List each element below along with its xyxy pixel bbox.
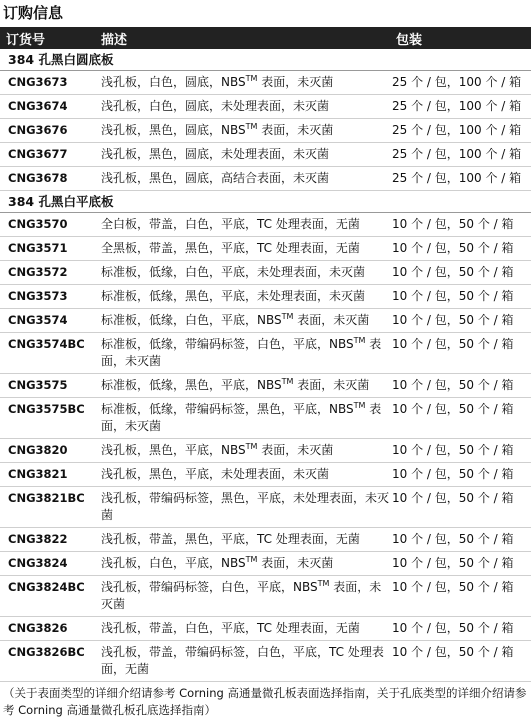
table-row (0, 333, 531, 374)
description-text-post: 表面，未灭菌 (257, 75, 334, 89)
packaging: 10 个 / 包，50 个 / 箱 (390, 552, 531, 576)
table-row (0, 213, 531, 237)
table-row (0, 143, 531, 167)
description-text: 浅孔板，白色，平底，NBS (101, 556, 246, 570)
description-text: 标准板，低缘，白色，平底，未处理表面，未灭菌 (101, 265, 366, 279)
description (95, 95, 390, 119)
packaging: 10 个 / 包，50 个 / 箱 (390, 309, 531, 333)
trademark-mark: TM (281, 377, 294, 386)
trademark-mark: TM (245, 442, 258, 451)
table-row (0, 119, 531, 143)
packaging: 10 个 / 包，50 个 / 箱 (390, 617, 531, 641)
footnote: （关于表面类型的详细介绍请参考 Corning 高通量微孔板表面选择指南，关于孔底类型的详细介绍请参考 Corning 高通量微孔板孔底选择指南） (3, 686, 527, 717)
description (95, 71, 390, 95)
description (95, 552, 390, 576)
table-row (0, 237, 531, 261)
packaging: 25 个 / 包，100 个 / 箱 (390, 167, 531, 191)
description (95, 237, 390, 261)
order-code: CNG3820 (0, 439, 95, 463)
packaging: 10 个 / 包，50 个 / 箱 (390, 261, 531, 285)
table-row (0, 463, 531, 487)
packaging: 10 个 / 包，50 个 / 箱 (390, 285, 531, 309)
section-title: 384 孔黑白圆底板 (0, 49, 531, 71)
description-text: 浅孔板，黑色，圆底，高结合表面，未灭菌 (101, 171, 330, 185)
packaging: 25 个 / 包，100 个 / 箱 (390, 71, 531, 95)
description-text: 浅孔板，带编码标签，黑色，平底，未处理表面，未灭菌 (101, 491, 390, 522)
packaging: 10 个 / 包，50 个 / 箱 (390, 576, 531, 617)
trademark-mark: TM (245, 74, 258, 83)
order-code: CNG3678 (0, 167, 95, 191)
description-text: 浅孔板，带盖，白色，平底，TC 处理表面，无菌 (101, 621, 360, 635)
description-text: 浅孔板，白色，圆底，NBS (101, 75, 246, 89)
order-code: CNG3824BC (0, 576, 95, 617)
table-row (0, 487, 531, 528)
order-code: CNG3821 (0, 463, 95, 487)
description (95, 528, 390, 552)
description (95, 463, 390, 487)
trademark-mark: TM (317, 579, 330, 588)
section-row (0, 191, 531, 213)
description-text: 全黑板，带盖，黑色，平底，TC 处理表面，无菌 (101, 241, 360, 255)
description-text: 浅孔板，带编码标签，白色，平底，NBS (101, 580, 318, 594)
description-text: 浅孔板，带盖，带编码标签，白色，平底，TC 处理表面，无菌 (101, 645, 384, 676)
description-text-post: 表面，未灭菌 (293, 378, 370, 392)
packaging: 25 个 / 包，100 个 / 箱 (390, 143, 531, 167)
description-text: 标准板，低缘，白色，平底，NBS (101, 313, 282, 327)
table-row (0, 439, 531, 463)
description-text-post: 表面，未灭菌 (293, 313, 370, 327)
description-text-post: 表面，未灭菌 (101, 337, 382, 368)
order-code: CNG3826 (0, 617, 95, 641)
packaging: 10 个 / 包，50 个 / 箱 (390, 213, 531, 237)
description (95, 641, 390, 682)
description-text: 标准板，低缘，带编码标签，白色，平底，NBS (101, 337, 354, 351)
description (95, 167, 390, 191)
description (95, 439, 390, 463)
page-title: 订购信息 (3, 4, 64, 22)
table-row (0, 309, 531, 333)
order-code: CNG3574 (0, 309, 95, 333)
packaging: 10 个 / 包，50 个 / 箱 (390, 528, 531, 552)
description (95, 617, 390, 641)
table-row (0, 71, 531, 95)
order-code: CNG3673 (0, 71, 95, 95)
table-row (0, 285, 531, 309)
table-row (0, 95, 531, 119)
description (95, 374, 390, 398)
description-text: 标准板，低缘，黑色，平底，NBS (101, 378, 282, 392)
trademark-mark: TM (353, 336, 366, 345)
description-text: 浅孔板，黑色，平底，未处理表面，未灭菌 (101, 467, 330, 481)
table-row (0, 576, 531, 617)
header-pack: 包装 (390, 27, 531, 49)
description-text-post: 表面，未灭菌 (101, 402, 382, 433)
order-code: CNG3573 (0, 285, 95, 309)
trademark-mark: TM (353, 401, 366, 410)
trademark-mark: TM (281, 312, 294, 321)
packaging: 25 个 / 包，100 个 / 箱 (390, 95, 531, 119)
description-text: 浅孔板，黑色，圆底，NBS (101, 123, 246, 137)
header-desc: 描述 (95, 27, 390, 49)
description (95, 261, 390, 285)
order-code: CNG3571 (0, 237, 95, 261)
table-row (0, 528, 531, 552)
order-code: CNG3822 (0, 528, 95, 552)
packaging: 25 个 / 包，100 个 / 箱 (390, 119, 531, 143)
description-text-post: 表面，未灭菌 (257, 556, 334, 570)
section-row (0, 49, 531, 71)
description (95, 333, 390, 374)
table-header-row (0, 27, 531, 49)
order-code: CNG3574BC (0, 333, 95, 374)
description (95, 309, 390, 333)
packaging: 10 个 / 包，50 个 / 箱 (390, 439, 531, 463)
order-code: CNG3575 (0, 374, 95, 398)
packaging: 10 个 / 包，50 个 / 箱 (390, 487, 531, 528)
order-code: CNG3572 (0, 261, 95, 285)
section-title: 384 孔黑白平底板 (0, 191, 531, 213)
order-code: CNG3570 (0, 213, 95, 237)
packaging: 10 个 / 包，50 个 / 箱 (390, 237, 531, 261)
table-row (0, 617, 531, 641)
order-code: CNG3824 (0, 552, 95, 576)
order-code: CNG3674 (0, 95, 95, 119)
table-row (0, 398, 531, 439)
trademark-mark: TM (245, 122, 258, 131)
description-text: 标准板，低缘，黑色，平底，未处理表面，未灭菌 (101, 289, 366, 303)
packaging: 10 个 / 包，50 个 / 箱 (390, 641, 531, 682)
description-text: 浅孔板，白色，圆底，未处理表面，未灭菌 (101, 99, 330, 113)
description-text-post: 表面，未灭菌 (257, 443, 334, 457)
order-code: CNG3677 (0, 143, 95, 167)
description (95, 398, 390, 439)
description-text: 标准板，低缘，带编码标签，黑色，平底，NBS (101, 402, 354, 416)
description-text: 浅孔板，带盖，黑色，平底，TC 处理表面，无菌 (101, 532, 360, 546)
description-text: 浅孔板，黑色，圆底，未处理表面，未灭菌 (101, 147, 330, 161)
table-row (0, 261, 531, 285)
description (95, 213, 390, 237)
description-text: 全白板，带盖，白色，平底，TC 处理表面，无菌 (101, 217, 360, 231)
packaging: 10 个 / 包，50 个 / 箱 (390, 333, 531, 374)
order-code: CNG3826BC (0, 641, 95, 682)
description-text: 浅孔板，黑色，平底，NBS (101, 443, 246, 457)
packaging: 10 个 / 包，50 个 / 箱 (390, 374, 531, 398)
table-row (0, 374, 531, 398)
description (95, 143, 390, 167)
header-code: 订货号 (0, 27, 95, 49)
table-row (0, 167, 531, 191)
table-body (0, 49, 531, 682)
table-row (0, 641, 531, 682)
trademark-mark: TM (245, 555, 258, 564)
description-text-post: 表面，未灭菌 (257, 123, 334, 137)
table-row (0, 552, 531, 576)
packaging: 10 个 / 包，50 个 / 箱 (390, 463, 531, 487)
description (95, 576, 390, 617)
packaging: 10 个 / 包，50 个 / 箱 (390, 398, 531, 439)
order-code: CNG3676 (0, 119, 95, 143)
description (95, 285, 390, 309)
order-code: CNG3821BC (0, 487, 95, 528)
description (95, 487, 390, 528)
description (95, 119, 390, 143)
order-table (0, 27, 531, 682)
order-code: CNG3575BC (0, 398, 95, 439)
description-text-post: 表面，未灭菌 (101, 580, 382, 611)
